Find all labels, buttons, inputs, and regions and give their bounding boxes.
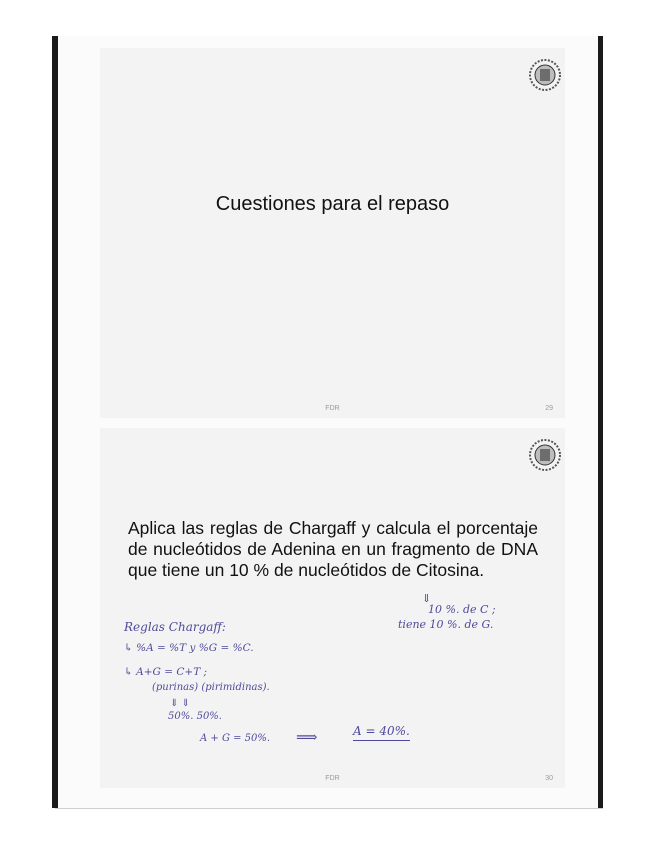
slide-29: [100, 48, 565, 418]
slide-page-number: 29: [545, 405, 553, 412]
handwritten-rules-title: Reglas Chargaff:: [124, 620, 226, 634]
handwritten-note-line1: 10 %. de C ;: [428, 603, 496, 616]
slide-title: Cuestiones para el repaso: [215, 193, 450, 215]
university-seal-icon: [528, 436, 562, 474]
handwritten-equation: A + G = 50%.: [200, 733, 271, 744]
handwritten-arrows: ⇓ ⇓: [170, 698, 190, 709]
handwritten-rule-1: ↳ %A = %T y %G = %C.: [124, 642, 254, 654]
question-text: Aplica las reglas de Chargaff y calcula el porcentaje de nucleótidos de Adenina en un fragmento de DNA que tiene un 10 % de nucleótidos de Citosina.: [128, 518, 538, 580]
handwritten-note-arrow: ⇓: [422, 592, 432, 605]
slide-page-number: 30: [545, 775, 553, 782]
handwritten-halves: 50%. 50%.: [168, 711, 222, 722]
handwritten-note-line2: tiene 10 %. de G.: [398, 618, 494, 631]
handwritten-rule-2: ↳ A+G = C+T ;: [124, 666, 208, 678]
university-seal-icon: [528, 56, 562, 94]
slide-footer: FDR: [325, 405, 340, 412]
paper-left-edge: [52, 36, 56, 808]
handwritten-implies-arrow: ⟹: [296, 728, 318, 746]
divider: [55, 808, 603, 809]
slide-30: [100, 428, 565, 788]
slide-footer: FDR: [325, 775, 340, 782]
paper-right-edge: [598, 36, 602, 808]
handwritten-rule-2-sub: (purinas) (pirimidinas).: [152, 682, 270, 693]
handwritten-result: A = 40%.: [353, 724, 410, 741]
